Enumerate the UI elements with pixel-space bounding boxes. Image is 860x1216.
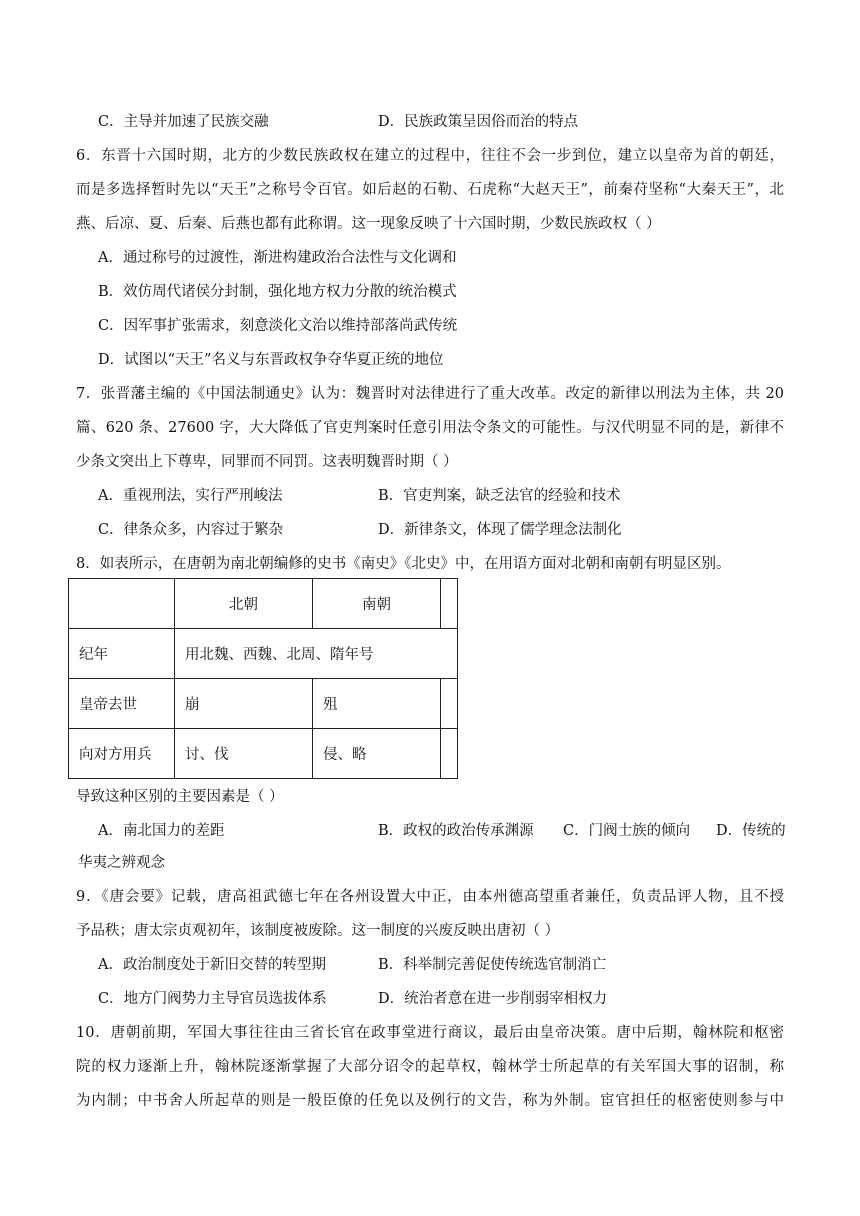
table-row <box>69 629 458 679</box>
q5-option-c: C．主导并加速了民族交融 <box>98 114 269 130</box>
table-row-label: 向对方用兵 <box>69 729 175 779</box>
q10-stem-line2: 院的权力逐渐上升，翰林院逐渐掌握了大部分诏令的起草权，翰林学士所起草的有关军国大事的诏制，称 <box>76 1059 784 1075</box>
table-cell-south: 殂 <box>313 679 441 729</box>
table-header-row <box>69 579 458 629</box>
q6-stem-line2: 而是多选择暂时先以“天王”之称号令百官。如后赵的石勒、石虎称“大赵天王”，前秦苻坚称“大秦天王”，北 <box>76 182 784 198</box>
q9-option-a: A．政治制度处于新旧交替的转型期 <box>98 957 326 973</box>
q8-option-d: D．传统的 <box>716 823 786 839</box>
q6-option-c: C．因军事扩张需求，刻意淡化文治以维持部落尚武传统 <box>98 318 458 334</box>
table-merged-cell: 用北魏、西魏、北周、隋年号 <box>175 629 458 679</box>
table-extra-cell <box>441 679 458 729</box>
table-cell-north: 讨、伐 <box>175 729 313 779</box>
q9-stem-line1: 9．《唐会要》记载，唐高祖武德七年在各州设置大中正，由本州德高望重者兼任，负责品评人物，且不授 <box>76 889 784 905</box>
q6-option-a: A．通过称号的过渡性，渐进构建政治合法性与文化调和 <box>98 250 457 266</box>
table-cell-south: 侵、略 <box>313 729 441 779</box>
table-row-label: 纪年 <box>69 629 175 679</box>
q5-option-d: D．民族政策呈因俗而治的特点 <box>378 114 579 130</box>
q9-option-b: B．科举制完善促使传统选官制消亡 <box>378 957 607 973</box>
q10-stem-line3: 为内制；中书舍人所起草的则是一般臣僚的任免以及例行的文告，称为外制。宦官担任的枢密使则参与中 <box>76 1093 784 1109</box>
table-header-north: 北朝 <box>175 579 313 629</box>
q6-option-d: D．试图以“天王”名义与东晋政权争夺华夏正统的地位 <box>98 352 444 368</box>
q8-table <box>68 578 458 779</box>
q9-option-d: D．统治者意在进一步削弱宰相权力 <box>378 991 608 1007</box>
q7-option-a: A．重视刑法，实行严刑峻法 <box>98 488 283 504</box>
q6-option-b: B．效仿周代诸侯分封制，强化地方权力分散的统治模式 <box>98 284 457 300</box>
q7-stem-line2: 篇、620 条、27600 字，大大降低了官吏判案时任意引用法令条文的可能性。与汉代明显不同的是，新律不 <box>76 420 784 436</box>
q8-stem-line2: 导致这种区别的主要因素是（ ） <box>76 789 284 805</box>
q7-option-b: B．官吏判案，缺乏法官的经验和技术 <box>378 488 621 504</box>
q7-option-d: D．新律条文，体现了儒学理念法制化 <box>378 522 622 538</box>
q6-stem-line3: 燕、后凉、夏、后秦、后燕也都有此称谓。这一现象反映了十六国时期，少数民族政权（ ） <box>76 216 661 232</box>
table-cell-north: 崩 <box>175 679 313 729</box>
table-header-south: 南朝 <box>313 579 441 629</box>
table-row <box>69 729 458 779</box>
q9-option-c: C．地方门阀势力主导官员选拔体系 <box>98 991 327 1007</box>
q7-option-c: C．律条众多，内容过于繁杂 <box>98 522 284 538</box>
table-header-blank <box>69 579 175 629</box>
q8-stem-line1: 8．如表所示，在唐朝为南北朝编修的史书《南史》《北史》中，在用语方面对北朝和南朝有明显区别。 <box>76 556 731 572</box>
q9-stem-line2: 予品秩；唐太宗贞观初年，该制度被废除。这一制度的兴废反映出唐初（ ） <box>76 923 560 939</box>
table-extra-cell <box>441 729 458 779</box>
q10-stem-line1: 10．唐朝前期，军国大事往往由三省长官在政事堂进行商议，最后由皇帝决策。唐中后期，翰林院和枢密 <box>76 1025 784 1041</box>
q8-option-a: A．南北国力的差距 <box>98 823 225 839</box>
table-extra-cell <box>441 579 458 629</box>
q8-option-c: C．门阀士族的倾向 <box>563 823 691 839</box>
q8-option-d-continued: 华夷之辨观念 <box>78 855 165 871</box>
q7-stem-line1: 7．张晋藩主编的《中国法制通史》认为：魏晋时对法律进行了重大改革。改定的新律以刑法为主体，共 20 <box>76 386 784 402</box>
table-row-label: 皇帝去世 <box>69 679 175 729</box>
q8-option-b: B．政权的政治传承渊源 <box>378 823 534 839</box>
table-row <box>69 679 458 729</box>
q7-stem-line3: 少条文突出上下尊卑，同罪而不同罚。这表明魏晋时期（ ） <box>76 454 458 470</box>
q6-stem-line1: 6．东晋十六国时期，北方的少数民族政权在建立的过程中，往往不会一步到位，建立以皇帝为首的朝廷， <box>76 148 784 164</box>
